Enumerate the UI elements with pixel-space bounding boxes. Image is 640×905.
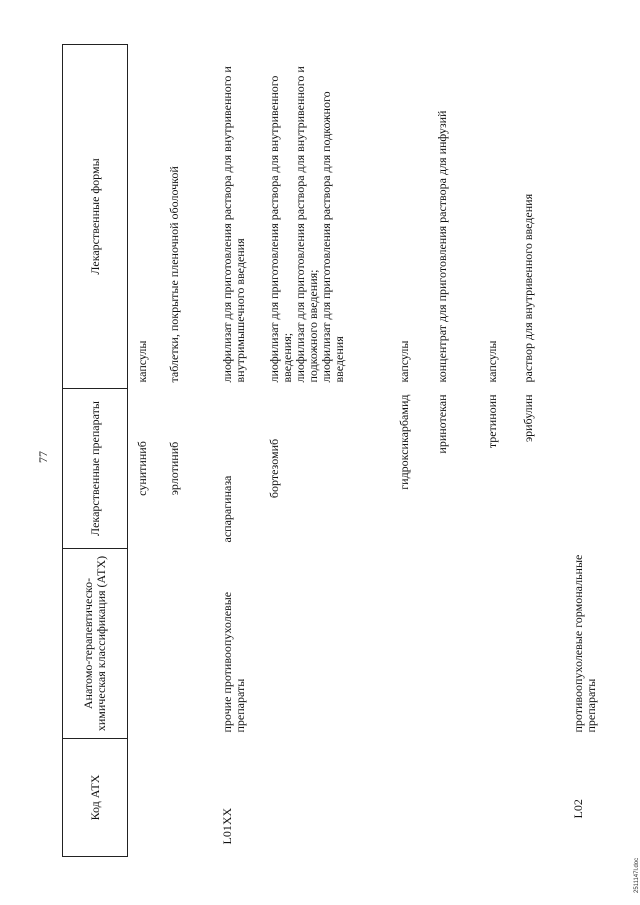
cell-form: таблетки, покрытые пленочной оболочкой [166, 166, 181, 383]
cell-form: концентрат для приготовления раствора для инфузий [434, 110, 449, 383]
cell-form: лиофилизат для приготовления раствора для внутривенного введения; лиофилизат для приготовления раствора для внутривенного и подкожного введения; лиофилизат для приготовления раствора для подкожного введения [266, 66, 346, 383]
cell-class [268, 549, 398, 739]
cell-class: противоопухолевые гормональные препараты [570, 554, 598, 733]
cell-code [268, 739, 398, 857]
table-row [436, 45, 486, 857]
atx-table [62, 44, 632, 857]
cell-code [436, 739, 486, 857]
table-header-row [63, 45, 128, 857]
cell-form: капсулы [484, 340, 499, 383]
table-row [268, 45, 398, 857]
page-number: 77 [36, 451, 50, 463]
table-row [221, 45, 268, 857]
cell-drug: эрибулин [520, 394, 535, 443]
cell-form: капсулы [135, 340, 149, 383]
header-forms: Лекарственные формы [63, 45, 128, 389]
cell-drug: гидроксикарбамид [396, 394, 411, 490]
document-file-code: 2511147l.doc [634, 857, 640, 893]
cell-form: раствор для внутривенного введения [520, 193, 535, 383]
cell-code [522, 739, 572, 857]
table-row [486, 45, 522, 857]
cell-class: прочие противоопухолевые препараты [219, 591, 247, 733]
cell-drug: иринотекан [434, 394, 449, 454]
cell-class [522, 549, 572, 739]
cell-drug: третиноин [484, 394, 499, 449]
cell-code [398, 739, 436, 857]
cell-drug: бортезомиб [266, 438, 281, 499]
cell-drug: эрлотиниб [166, 441, 181, 496]
header-classification: Анатомо-терапевтическо-химическая классификация (АТХ) [63, 549, 128, 739]
table-row [572, 45, 632, 857]
cell-code [486, 739, 522, 857]
cell-code [128, 739, 168, 857]
cell-class [128, 549, 168, 739]
cell-drug [572, 389, 632, 549]
cell-code [168, 739, 221, 857]
cell-form: капсулы [396, 340, 411, 383]
cell-form: лиофилизат для приготовления раствора для внутривенного и внутримышечного введения [219, 66, 247, 383]
cell-code: L02 [570, 799, 585, 819]
table-row [522, 45, 572, 857]
table-row [168, 45, 221, 857]
cell-form [572, 45, 632, 389]
cell-class [486, 549, 522, 739]
header-code: Код АТХ [63, 739, 128, 857]
cell-class [168, 549, 221, 739]
cell-class [398, 549, 436, 739]
cell-drug: сунитиниб [135, 441, 149, 496]
cell-code: L01XX [219, 807, 234, 845]
table-row [128, 45, 168, 857]
cell-class [436, 549, 486, 739]
cell-drug: аспарагиназа [219, 475, 234, 543]
header-drugs: Лекарственные препараты [63, 389, 128, 549]
table-row [398, 45, 436, 857]
